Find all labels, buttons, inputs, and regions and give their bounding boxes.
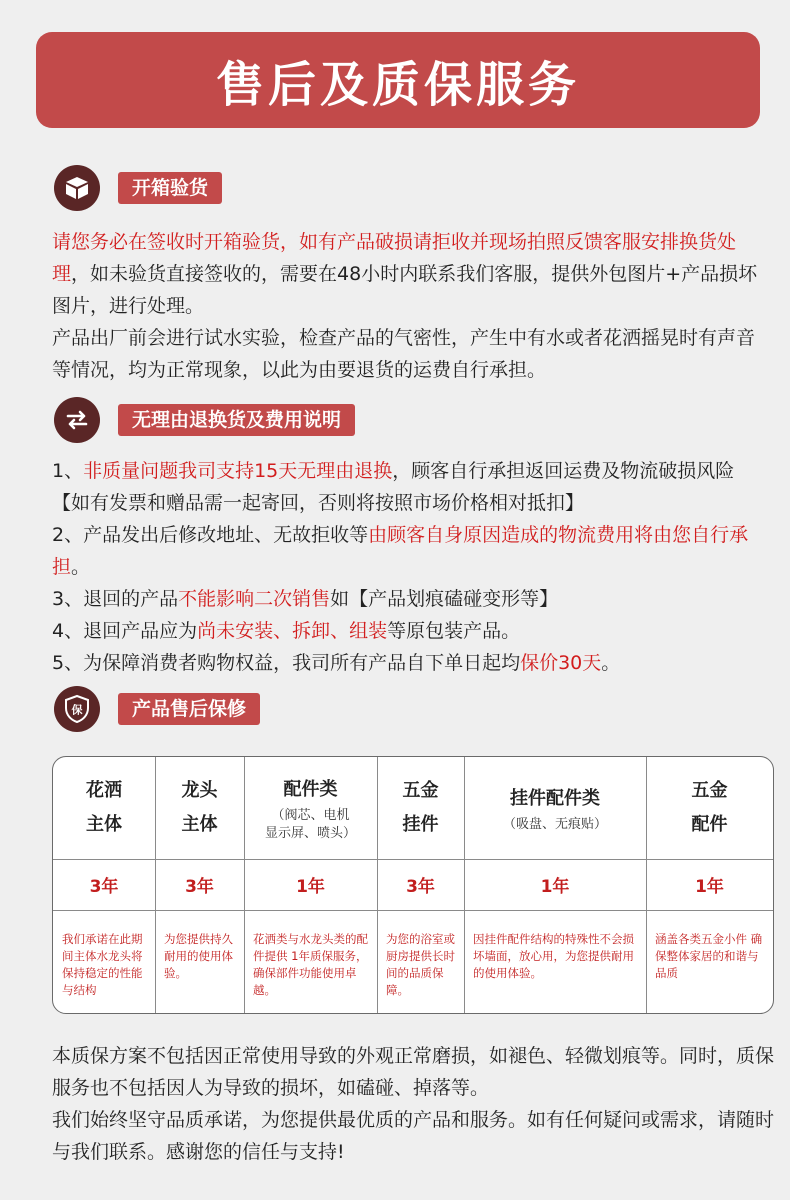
unboxing-paragraph-1 bbox=[52, 226, 762, 322]
section-label-warranty: 产品售后保修 bbox=[118, 693, 260, 725]
returns-item-4-b: 尚未安装、拆卸、组装 bbox=[197, 620, 388, 642]
warranty-description: 涵盖各类五金小件 确保整体家居的和谐与品质 bbox=[655, 932, 763, 980]
unboxing-p1-red: 请您务必在签收时开箱验货，如有产品破损请拒收并现场拍照反馈客服安排换货处理 bbox=[52, 231, 737, 285]
warranty-table bbox=[52, 756, 774, 1014]
title-banner bbox=[36, 32, 760, 128]
returns-item-5 bbox=[52, 647, 762, 679]
shield-icon bbox=[54, 686, 100, 732]
returns-item-3-c: 如【产品划痕磕碰变形等】 bbox=[330, 588, 559, 610]
returns-item-4 bbox=[52, 615, 762, 647]
warranty-years: 1年 bbox=[695, 877, 724, 897]
warranty-description: 为您提供持久耐用的使用体验。 bbox=[164, 932, 233, 980]
warranty-years: 3年 bbox=[406, 877, 435, 897]
warranty-description: 为您的浴室或厨房提供长时间的品质保障。 bbox=[386, 932, 455, 997]
warranty-category: 花洒 主体 bbox=[86, 780, 122, 835]
returns-item-5-c: 。 bbox=[601, 652, 621, 674]
section-label-returns: 无理由退换货及费用说明 bbox=[118, 404, 355, 436]
returns-item-1 bbox=[52, 455, 762, 519]
returns-item-1-c: ，顾客自行承担返回运费及物流破损风险【如有发票和赠品需一起寄回，否则将按照市场价格相对抵扣】 bbox=[52, 460, 735, 514]
section-header-unboxing bbox=[54, 164, 222, 212]
section-header-returns bbox=[54, 396, 355, 444]
returns-item-2-c: 。 bbox=[71, 556, 91, 578]
warranty-years: 3年 bbox=[89, 877, 119, 897]
exchange-arrows-icon bbox=[54, 397, 100, 443]
warranty-category: 配件类 bbox=[283, 779, 338, 800]
returns-item-5-b: 保价30天 bbox=[520, 652, 602, 674]
warranty-category: 五金 配件 bbox=[691, 780, 728, 835]
returns-item-2 bbox=[52, 519, 762, 583]
unboxing-paragraph-2: 产品出厂前会进行试水实验，检查产品的气密性，产生中有水或者花洒摇晃时有声音等情况，均为正常现象，以此为由要退货的运费自行承担。 bbox=[52, 327, 756, 381]
returns-item-5-a: 5、为保障消费者购物权益，我司所有产品自下单日起均 bbox=[52, 652, 521, 674]
returns-item-3 bbox=[52, 583, 762, 615]
warranty-category-sub: （阀芯、电机 显示屏、喷头） bbox=[264, 808, 356, 841]
returns-item-2-b: 由顾客自身原因造成的物流费用将由您自行承担 bbox=[52, 524, 749, 578]
box-icon bbox=[54, 165, 100, 211]
returns-item-1-a: 1、 bbox=[52, 460, 84, 482]
page-title: 售后及质保服务 bbox=[215, 56, 580, 113]
shield-icon-char: 保 bbox=[71, 703, 83, 717]
returns-item-3-b: 不能影响二次销售 bbox=[178, 588, 331, 610]
unboxing-p1-normal: ，如未验货直接签收的，需要在48小时内联系我们客服，提供外包图片+产品损坏图片，进行处理。 bbox=[52, 263, 758, 317]
warranty-category: 五金 挂件 bbox=[402, 780, 439, 835]
warranty-description: 因挂件配件结构的特殊性不会损坏墙面，放心用，为您提供耐用的使用体验。 bbox=[473, 932, 634, 980]
table-row-divider bbox=[53, 910, 773, 911]
section-label-unboxing: 开箱验货 bbox=[118, 172, 222, 204]
warranty-header-cell bbox=[53, 757, 155, 859]
warranty-header-cell bbox=[244, 757, 377, 859]
warranty-header-cell bbox=[377, 757, 464, 859]
returns-item-4-a: 4、退回产品应为 bbox=[52, 620, 198, 642]
returns-item-1-b: 非质量问题我司支持15天无理由退换 bbox=[83, 460, 393, 482]
warranty-header-cell bbox=[155, 757, 244, 859]
warranty-category-sub: （吸盘、无痕贴） bbox=[502, 817, 607, 832]
warranty-category: 挂件配件类 bbox=[510, 788, 600, 809]
returns-item-2-a: 2、产品发出后修改地址、无故拒收等 bbox=[52, 524, 369, 546]
warranty-description: 花洒类与水龙头类的配件提供 1年质保服务，确保部件功能使用卓越。 bbox=[253, 932, 368, 997]
returns-list bbox=[52, 455, 762, 679]
warranty-years: 1年 bbox=[296, 877, 325, 897]
warranty-description: 我们承诺在此期间主体水龙头将保持稳定的性能与结构 bbox=[62, 932, 143, 997]
warranty-category: 龙头 主体 bbox=[181, 780, 218, 835]
returns-item-4-c: 等原包装产品。 bbox=[387, 620, 521, 642]
warranty-years: 3年 bbox=[185, 877, 214, 897]
warranty-header-cell bbox=[464, 757, 646, 859]
section-header-warranty bbox=[54, 685, 260, 733]
returns-item-3-a: 3、退回的产品 bbox=[52, 588, 179, 610]
warranty-header-cell bbox=[646, 757, 773, 859]
warranty-years: 1年 bbox=[540, 877, 570, 897]
footer-note: 本质保方案不包括因正常使用导致的外观正常磨损，如褪色、轻微划痕等。同时，质保服务也不包括因人为导致的损坏，如磕碰、掉落等。 我们始终坚守品质承诺，为您提供最优质的产品和服务。如有任何疑问或需求，请随时与我们联系。感谢您的信任与支持! bbox=[52, 1045, 775, 1163]
